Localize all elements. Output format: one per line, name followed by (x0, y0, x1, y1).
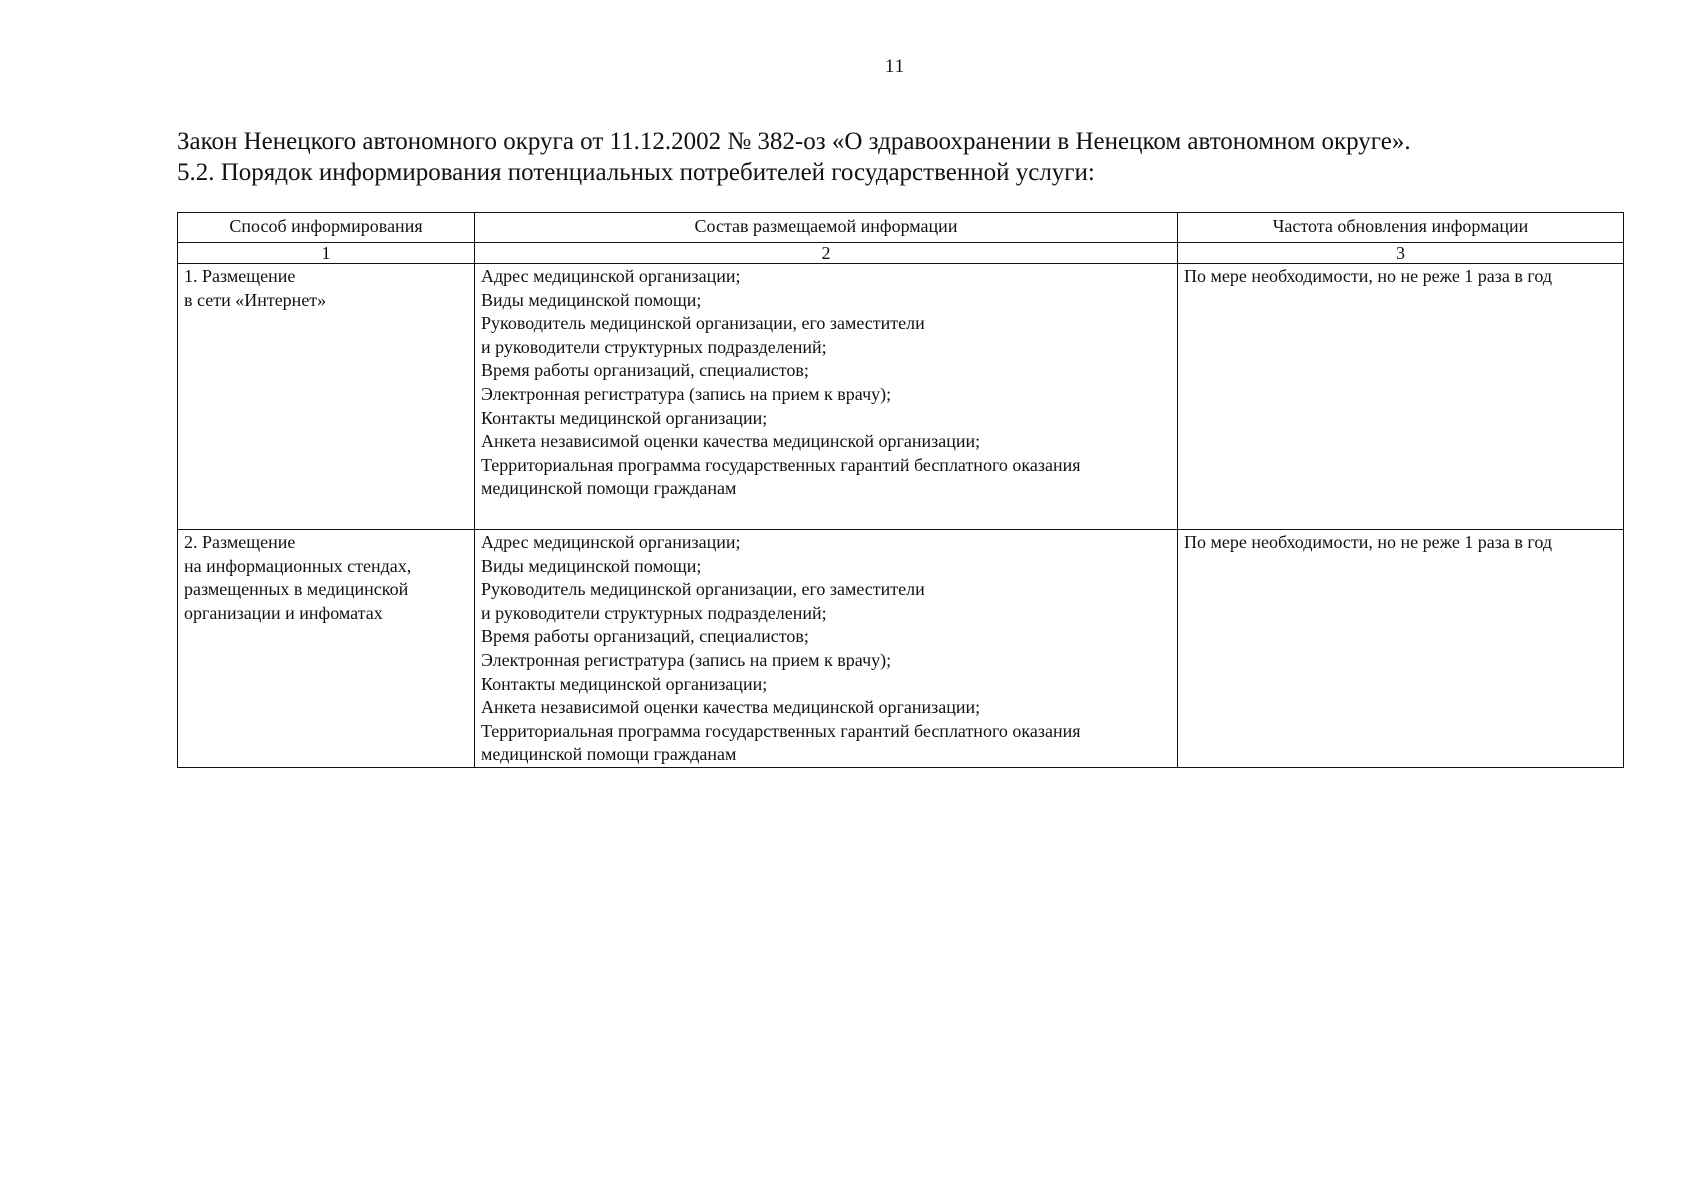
content-line: Электронная регистратура (запись на прием к врачу); (481, 649, 892, 670)
method-line: 1. Размещение (184, 266, 296, 286)
frequency-text: По мере необходимости, но не реже 1 раза в год (1184, 532, 1552, 552)
content-line: Анкета независимой оценки качества медицинской организации; (481, 431, 981, 452)
method-cell (178, 530, 475, 768)
table-header-row (178, 213, 1624, 243)
content-line: Контакты медицинской организации; (481, 407, 768, 428)
header-method: Способ информирования (178, 213, 475, 243)
law-reference: Закон Ненецкого автономного округа от 11.12.2002 № 382-оз «О здравоохранении в Ненецком автономном округе». (177, 128, 1411, 155)
content-line: Руководитель медицинской организации, его заместители (481, 313, 925, 334)
frequency-cell (1178, 264, 1624, 530)
method-line: в сети «Интернет» (184, 289, 327, 310)
content-line: Руководитель медицинской организации, его заместители (481, 579, 925, 600)
column-number: 3 (1178, 243, 1624, 264)
content-line: Территориальная программа государственных гарантий бесплатного оказания (481, 720, 1081, 741)
table-row (178, 530, 1624, 768)
header-content: Состав размещаемой информации (475, 213, 1178, 243)
column-number: 1 (178, 243, 475, 264)
method-line: размещенных в медицинской (184, 579, 409, 600)
content-line: Время работы организаций, специалистов; (481, 360, 809, 381)
column-number: 2 (475, 243, 1178, 264)
content-line: Электронная регистратура (запись на прием к врачу); (481, 383, 892, 404)
method-cell (178, 264, 475, 530)
content-line: Виды медицинской помощи; (481, 289, 702, 310)
content-cell (475, 530, 1178, 768)
content-line: Время работы организаций, специалистов; (481, 626, 809, 647)
content-line: Адрес медицинской организации; (481, 266, 741, 286)
method-line: 2. Размещение (184, 532, 296, 552)
table-number-row (178, 243, 1624, 264)
table-row (178, 264, 1624, 530)
method-line: на информационных стендах, (184, 555, 412, 576)
informing-table (177, 212, 1624, 768)
content-cell (475, 264, 1178, 530)
content-line: медицинской помощи гражданам (481, 744, 737, 765)
header-frequency: Частота обновления информации (1178, 213, 1624, 243)
content-line: Контакты медицинской организации; (481, 673, 768, 694)
page-number: 11 (884, 56, 906, 77)
content-line: Виды медицинской помощи; (481, 555, 702, 576)
content-line: медицинской помощи гражданам (481, 478, 737, 499)
content-line: и руководители структурных подразделений; (481, 336, 827, 357)
frequency-text: По мере необходимости, но не реже 1 раза в год (1184, 266, 1552, 286)
content-line: Анкета независимой оценки качества медицинской организации; (481, 697, 981, 718)
content-line: Адрес медицинской организации; (481, 532, 741, 552)
frequency-cell (1178, 530, 1624, 768)
section-heading: 5.2. Порядок информирования потенциальных потребителей государственной услуги: (177, 159, 1095, 186)
intro-text (177, 126, 1627, 188)
method-line: организации и инфоматах (184, 602, 383, 623)
content-line: Территориальная программа государственных гарантий бесплатного оказания (481, 454, 1081, 475)
content-line: и руководители структурных подразделений; (481, 602, 827, 623)
